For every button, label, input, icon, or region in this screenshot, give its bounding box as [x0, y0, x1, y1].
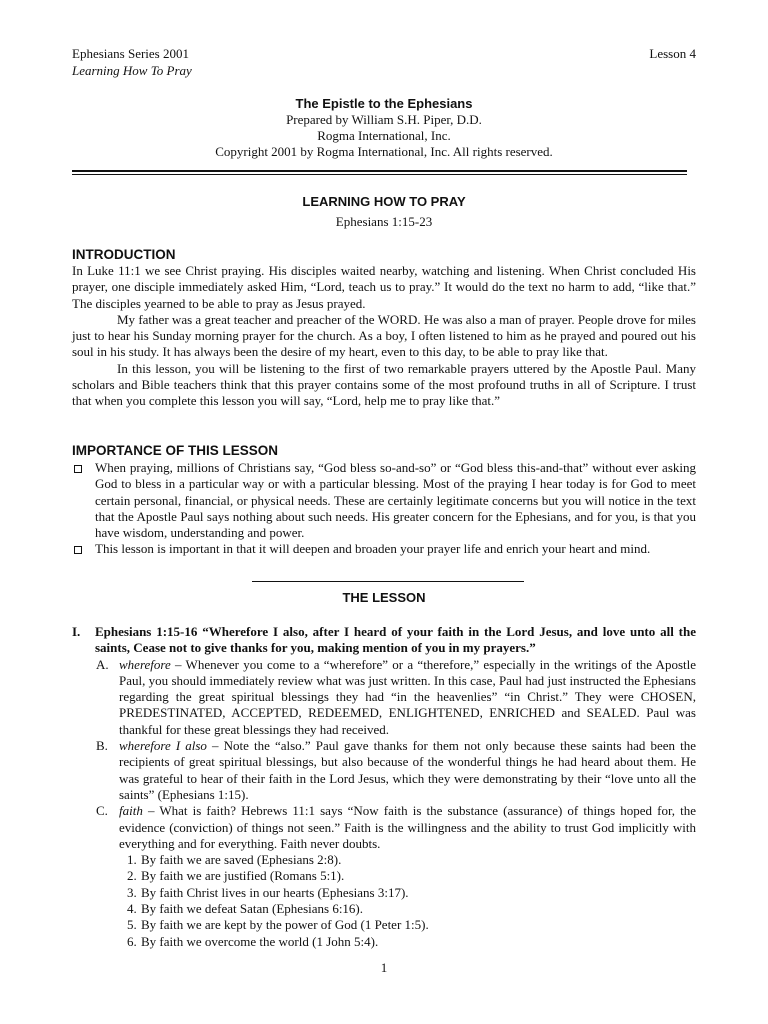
list-item: 4. By faith we defeat Satan (Ephesians 6:16). [127, 901, 364, 917]
square-bullet-icon [74, 465, 82, 473]
section-divider [252, 581, 524, 582]
header-subtitle: Learning How To Pray [72, 63, 192, 78]
lesson-title: LEARNING HOW TO PRAY [302, 194, 466, 209]
intro-paragraph-1: In Luke 11:1 we see Christ praying. His disciples waited nearby, watching and listening. When Christ concluded His prayer, one disciple immediately asked Him, “Lord, teach us to pray.” It would do the text no harm to add, “like that.” The disciples yearned to be able to pray as Jesus prayed. [72, 263, 696, 311]
introduction-heading: INTRODUCTION [72, 247, 176, 262]
the-lesson-heading: THE LESSON [342, 590, 426, 605]
importance-list [72, 460, 696, 558]
list-item: 5. By faith we are kept by the power of God (1 Peter 1:5). [127, 917, 429, 933]
list-item: 6. By faith we overcome the world (1 John 5:4). [127, 933, 379, 949]
keyword: wherefore [119, 656, 171, 672]
outline-number: I. [72, 624, 81, 639]
title-block [72, 96, 696, 160]
series-name: Ephesians Series 2001 [72, 46, 189, 61]
outline-item-text: Ephesians 1:15-16 “Wherefore I also, after I heard of your faith in the Lord Jesus, and love unto all the saints, Cease not to give thanks for you, making mention of you in my prayers.” [95, 624, 696, 656]
square-bullet-icon [74, 546, 82, 554]
organization-line: Rogma International, Inc. [317, 128, 451, 143]
introduction-body [72, 263, 696, 410]
list-item: 1. By faith we are saved (Ephesians 2:8). [127, 852, 342, 868]
lesson-outline [72, 624, 696, 950]
intro-paragraph-2: My father was a great teacher and preacher of the WORD. He was also a man of prayer. People drove for miles just to hear his Sunday morning prayer for the church. As a boy, I often listened to him as he prayed and poured out his soul in his study. It has always been the desire of my heart, even to this day, to be able to pray like that. [72, 311, 696, 360]
importance-heading: IMPORTANCE OF THIS LESSON [72, 443, 279, 458]
lesson-number: Lesson 4 [649, 46, 696, 61]
page-number: 1 [380, 960, 388, 975]
outline-subitem-c: C. faith – What is faith? Hebrews 11:1 says “Now faith is the substance (assurance) of things hoped for, the evidence (conviction) of things not seen.” Faith is the willingness and the ability to trust God implicitly with everything and for everything. Faith never doubts. [96, 803, 696, 851]
title-divider-thin [72, 174, 687, 175]
outline-subitem-a: A. wherefore – Whenever you come to a “wherefore” or a “therefore,” especially in the writings of the Apostle Paul, you should immediately review what was just written. In this case, Paul had just instructed the Ephesians regarding the great spiritual blessings they had “in the heavenlies” “in Christ.” They were CHOSEN, PREDESTINATED, ACCEPTED, REDEEMED, ENLIGHTENED, ENRICHED and SEALED. Paul was thankful for these great blessings they had received. [96, 656, 696, 737]
list-item: 3. By faith Christ lives in our hearts (Ephesians 3:17). [127, 884, 409, 900]
keyword: wherefore I also [119, 738, 207, 754]
outline-subitem-b: B. wherefore I also – Note the “also.” Paul gave thanks for them not only because these saints had been the recipients of great spiritual blessings, but also because of the wonderful things he had heard about them. He was grateful to hear of their faith in the Lord Jesus, which they were demonstrating by their “love unto all the saints” (Ephesians 1:15). [96, 738, 696, 802]
copyright-line: Copyright 2001 by Rogma International, Inc. All rights reserved. [215, 144, 553, 159]
author-line: Prepared by William S.H. Piper, D.D. [286, 112, 482, 127]
list-item: 2. By faith we are justified (Romans 5:1). [127, 868, 345, 884]
faith-list [72, 852, 696, 950]
intro-paragraph-3: In this lesson, you will be listening to the first of two remarkable prayers uttered by the Apostle Paul. Many scholars and Bible teachers think that this prayer contains some of the most profound truths in all of Scripture. I trust that when you complete this lesson you will say, “Lord, help me to pray like that.” [72, 360, 696, 409]
keyword: faith [119, 803, 143, 819]
document-title: The Epistle to the Ephesians [295, 96, 473, 111]
title-divider-thick [72, 170, 687, 172]
outline-item-1 [72, 624, 696, 657]
scripture-reference: Ephesians 1:15-23 [335, 214, 433, 229]
list-item: This lesson is important in that it will deepen and broaden your prayer life and enrich your heart and mind. [72, 541, 696, 557]
list-item: When praying, millions of Christians say, “God bless so-and-so” or “God bless this-and-that” without ever asking God to bless in a particular way or with a particular blessing. Most of the praying I hear today is for God to meet certain personal, financial, or physical needs. These are certainly legitimate concerns but you will notice in the text that the Apostle Paul says nothing about such needs. His greater concern for the Ephesians, and for you, is that you have wisdom, understanding and power. [72, 460, 696, 541]
